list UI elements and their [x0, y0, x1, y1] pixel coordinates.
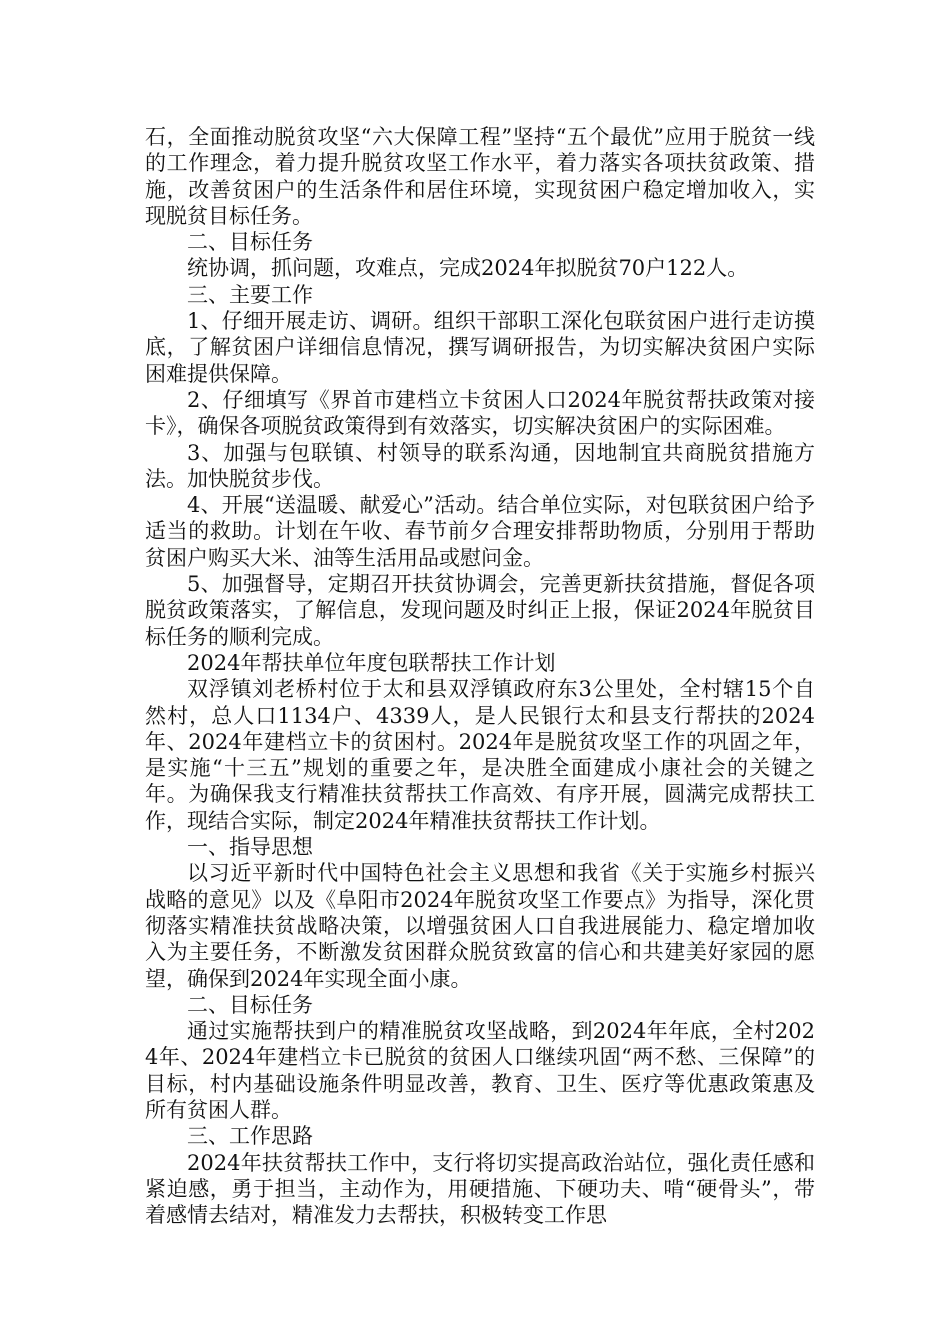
paragraph-work-approach: 2024年扶贫帮扶工作中，支行将切实提高政治站位，强化责任感和紧迫感，勇于担当，主动作为，用硬措施、下硬功夫、啃“硬骨头”，带着感情去结对，精准发力去帮扶，积极转变工作思 — [145, 1150, 815, 1228]
paragraph-work-item-3: 3、加强与包联镇、村领导的联系沟通，因地制宜共商脱贫措施方法。加快脱贫步伐。 — [145, 440, 815, 491]
section-heading-work-approach: 三、工作思路 — [187, 1124, 313, 1149]
paragraph-work-item-5: 5、加强督导，定期召开扶贫协调会，完善更新扶贫措施，督促各项脱贫政策落实，了解信息，发现问题及时纠正上报，保证2024年脱贫目标任务的顺利完成。 — [145, 572, 815, 649]
paragraph-work-item-1: 1、仔细开展走访、调研。组织干部职工深化包联贫困户进行走访摸底，了解贫困户详细信息情况，撰写调研报告，为切实解决贫困户实际困难提供保障。 — [145, 309, 815, 386]
paragraph-goals: 统协调，抓问题，攻难点，完成2024年拟脱贫70户122人。 — [187, 256, 749, 281]
paragraph-work-item-2: 2、仔细填写《界首市建档立卡贫困人口2024年脱贫帮扶政策对接卡》，确保各项脱贫政策得到有效落实，切实解决贫困户的实际困难。 — [145, 387, 815, 439]
paragraph-intro-continuation: 石，全面推动脱贫攻坚“六大保障工程”坚持“五个最优”应用于脱贫一线的工作理念，着力提升脱贫攻坚工作水平，着力落实各项扶贫政策、措施，改善贫困户的生活条件和居住环境，实现贫困户稳定增加收入，实现脱贫目标任务。 — [145, 125, 815, 228]
section-heading-guiding-ideology: 一、指导思想 — [187, 835, 313, 860]
paragraph-guiding-ideology: 以习近平新时代中国特色社会主义思想和我省《关于实施乡村振兴战略的意见》以及《阜阳市2024年脱贫攻坚工作要点》为指导，深化贯彻落实精准扶贫战略决策，以增强贫困人口自我进展能力、稳定增加收入为主要任务，不断激发贫困群众脱贫致富的信心和共建美好家园的愿望，确保到2024年实现全面小康。 — [145, 861, 815, 991]
paragraph-village-overview: 双浮镇刘老桥村位于太和县双浮镇政府东3公里处，全村辖15个自然村，总人口1134户、4339人，是人民银行太和县支行帮扶的2024年、2024年建档立卡的贫困村。2024年是脱贫攻坚工作的巩固之年，是实施“十三五”规划的重要之年，是决胜全面建成小康社会的关键之年。为确保我支行精准扶贫帮扶工作高效、有序开展，圆满完成帮扶工作，现结合实际，制定2024年精准扶贫帮扶工作计划。 — [145, 677, 815, 833]
section-heading-main-work: 三、主要工作 — [187, 282, 313, 307]
paragraph-work-item-4: 4、开展“送温暖、献爱心”活动。结合单位实际，对包联贫困户给予适当的救助。计划在午收、春节前夕合理安排帮助物质，分别用于帮助贫困户购买大米、油等生活用品或慰问金。 — [145, 493, 815, 570]
document-page — [145, 124, 815, 1228]
paragraph-goals-2: 通过实施帮扶到户的精准脱贫攻坚战略，到2024年年底，全村2024年、2024年建档立卡已脱贫的贫困人口继续巩固“两不愁、三保障”的目标，村内基础设施条件明显改善，教育、卫生、医疗等优惠政策惠及所有贫困人群。 — [145, 1019, 815, 1122]
section-heading-goals: 二、目标任务 — [187, 230, 313, 255]
section-heading-goals-2: 二、目标任务 — [187, 992, 313, 1017]
document-title: 2024年帮扶单位年度包联帮扶工作计划 — [187, 650, 556, 675]
